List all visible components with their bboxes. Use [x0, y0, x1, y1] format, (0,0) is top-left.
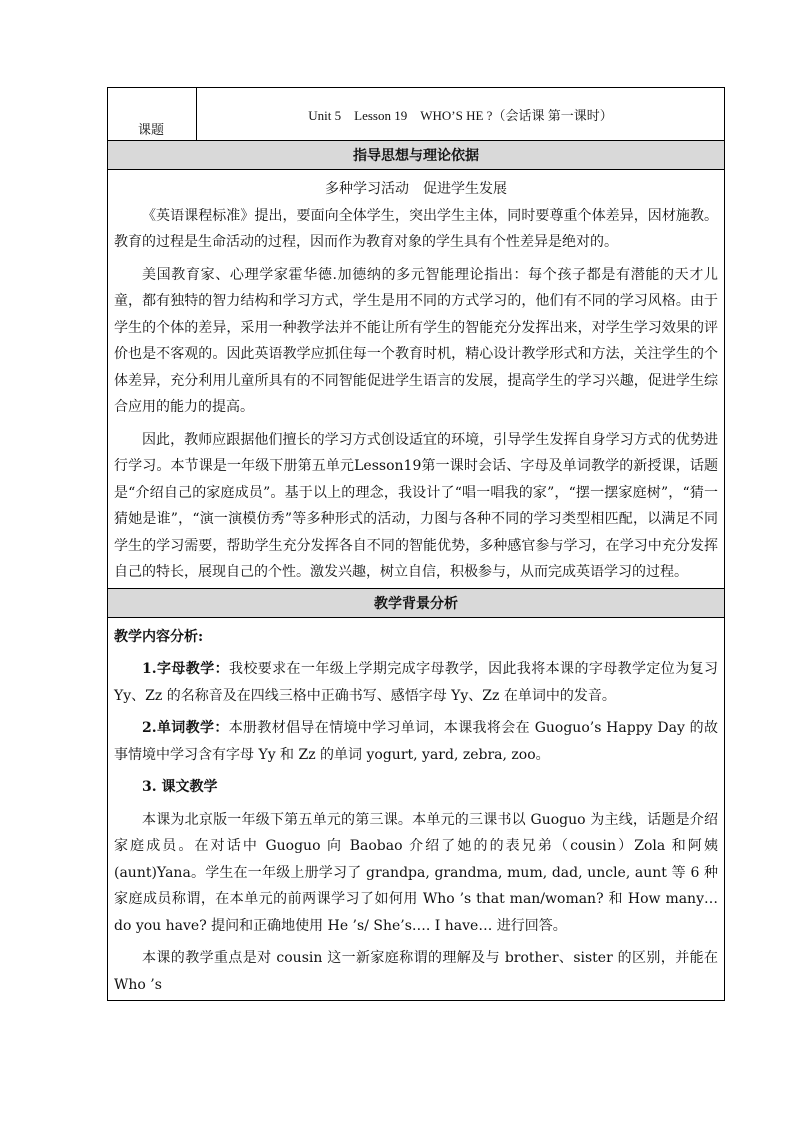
title-row	[108, 88, 725, 141]
item-word-teaching	[114, 715, 718, 768]
section-body-background-analysis	[108, 617, 725, 1001]
lesson-label: 课题	[138, 123, 165, 138]
label-cell	[108, 88, 197, 141]
paragraph: 美国教育家、心理学家霍华德.加德纳的多元智能理论指出：每个孩子都是有潜能的天才儿童，都有独特的智力结构和学习方式，学生是用不同的方式学习的，他们有不同的学习风格。由于学生的个体的差异，采用一种教学法并不能让所有学生的智能充分发挥出来，对学生学习效果的评价也是不客观的。因此英语教学应抓住每一个教育时机，精心设计教学形式和方法，关注学生的个体差异，充分利用儿童所具有的不同智能促进学生语言的发展，提高学生的学习兴趣，促进学生综合应用的能力的提高。	[114, 266, 718, 415]
paragraph: 本课的教学重点是对 cousin 这一新家庭称谓的理解及与 brother、sister 的区别，并能在 Who ’s	[114, 950, 718, 993]
paragraph: 因此，教师应跟据他们擅长的学习方式创设适宜的环境，引导学生发挥自身学习方式的优势进行学习。本节课是一年级下册第五单元Lesson19第一课时会话、字母及单词教学的新授课，话题是“介绍自己的家庭成员”。基于以上的理念，我设计了“唱一唱我的家”，“摆一摆家庭树”，“猜一猜她是谁”，“演一演模仿秀”等多种形式的活动，力图与各种不同的学习类型相匹配，以满足不同学生的学习需要，帮助学生充分发挥各自不同的智能优势，多种感官参与学习，在学习中充分发挥自己的特长，展现自己的个性。激发兴趣，树立自信，积极参与，从而完成英语学习的过程。	[114, 431, 718, 580]
item-label: 3. 课文教学	[142, 779, 218, 795]
item-label: 1.字母教学：	[142, 661, 229, 677]
content-analysis-heading: 教学内容分析:	[114, 628, 204, 645]
section-heading-guiding-theory: 指导思想与理论依据	[108, 141, 725, 170]
item-letter-teaching	[114, 656, 718, 709]
item-text: 我校要求在一年级上学期完成字母教学，因此我将本课的字母教学定位为复习Yy、Zz 的名称音及在四线三格中正确书写、感悟字母 Yy、Zz 在单词中的发音。	[114, 661, 718, 704]
section-body-guiding-theory	[108, 170, 725, 589]
lesson-plan-table	[107, 87, 725, 1001]
item-text-teaching	[114, 774, 718, 801]
item-label: 2.单词教学：	[142, 720, 229, 736]
item-text: 本册教材倡导在情境中学习单词，本课我将会在 Guoguo’s Happy Day 的故事情境中学习含有字母 Yy 和 Zz 的单词 yogurt, yard, zebra, zoo。	[114, 720, 718, 763]
lesson-plan-document	[107, 87, 725, 1001]
paragraph: 本课为北京版一年级下第五单元的第三课。本单元的三课书以 Guoguo 为主线，话题是介绍家庭成员。在对话中 Guoguo 向 Baobao 介绍了她的的表兄弟（cousin）Zola 和阿姨(aunt)Yana。学生在一年级上册学习了 grandpa, grandma, mum, dad, uncle, aunt 等 6 种家庭成员称谓，在本单元的前两课学习了如何用 Who ’s that man/woman? 和 How many… do you have? 提问和正确地使用 He ’s/ She’s…. I have… 进行回答。	[114, 811, 718, 934]
paragraph: 《英语课程标准》提出，要面向全体学生，突出学生主体，同时要尊重个体差异，因材施教。教育的过程是生命活动的过程，因而作为教育对象的学生具有个性差异是绝对的。	[114, 207, 718, 250]
lesson-title: Unit 5 Lesson 19 WHO’S HE ?（会话课 第一课时）	[197, 88, 725, 141]
section-heading-background-analysis: 教学背景分析	[108, 588, 725, 617]
section-subheading: 多种学习活动 促进学生发展	[325, 181, 507, 197]
